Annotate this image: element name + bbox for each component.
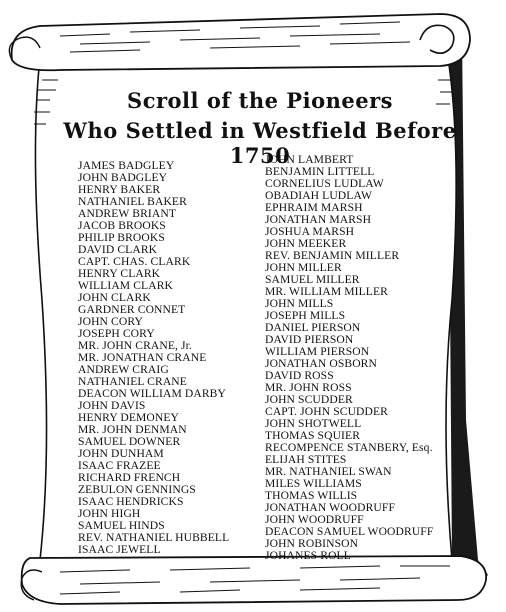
pioneer-name: JOHN ROBINSON (265, 537, 359, 550)
pioneer-name: CAPT. JOHN SCUDDER (265, 405, 389, 418)
pioneer-name: JOHN CLARK (78, 291, 151, 304)
pioneer-name: DEACON WILLIAM DARBY (78, 387, 226, 400)
pioneer-name: JONATHAN MARSH (265, 213, 372, 226)
pioneer-name: JACOB BROOKS (78, 219, 166, 232)
names-column-left (78, 160, 229, 556)
pioneer-name: CORNELIUS LUDLAW (265, 177, 384, 190)
pioneer-name: MR. JOHN CRANE, Jr. (78, 339, 192, 352)
pioneer-name: MR. JOHN ROSS (265, 381, 352, 394)
pioneer-name: SAMUEL DOWNER (78, 435, 181, 448)
pioneer-name: ISAAC JEWELL (78, 543, 161, 556)
pioneer-name: SAMUEL MILLER (265, 273, 360, 286)
pioneer-name: DAVID PIERSON (265, 333, 354, 346)
pioneer-name: JOHN MILLS (265, 297, 334, 310)
pioneer-name: WILLIAM PIERSON (265, 345, 370, 358)
pioneer-name: ISAAC FRAZEE (78, 459, 161, 472)
pioneer-name: OBADIAH LUDLAW (265, 189, 373, 202)
pioneer-name: JONATHAN OSBORN (265, 357, 377, 370)
pioneer-name: MR. JOHN DENMAN (78, 423, 187, 436)
pioneer-name: DANIEL PIERSON (265, 321, 361, 334)
pioneer-name: JOHN WOODRUFF (265, 513, 364, 526)
pioneer-name: HENRY CLARK (78, 267, 161, 280)
pioneer-name: MR. WILLIAM MILLER (265, 285, 388, 298)
names-column-right (265, 154, 433, 562)
pioneer-name: JOHANES ROLL (265, 549, 351, 562)
pioneer-name: JOHN SHOTWELL (265, 417, 362, 430)
pioneer-name: ISAAC HENDRICKS (78, 495, 184, 508)
pioneer-name: NATHANIEL CRANE (78, 375, 187, 388)
pioneer-name: ELIJAH STITES (265, 453, 347, 466)
pioneer-name: REV. BENJAMIN MILLER (265, 249, 400, 262)
pioneer-name: CAPT. CHAS. CLARK (78, 255, 191, 268)
pioneer-name: JAMES BADGLEY (78, 159, 175, 172)
pioneer-name: JOHN LAMBERT (265, 153, 354, 166)
pioneer-name: HENRY BAKER (78, 183, 161, 196)
pioneer-name: WILLIAM CLARK (78, 279, 174, 292)
pioneer-name: ANDREW BRIANT (78, 207, 177, 220)
pioneer-name: REV. NATHANIEL HUBBELL (78, 531, 230, 544)
pioneer-name: RICHARD FRENCH (78, 471, 181, 484)
pioneer-name: THOMAS WILLIS (265, 489, 358, 502)
pioneer-name: JOSEPH CORY (78, 327, 155, 340)
pioneer-name: HENRY DEMONEY (78, 411, 180, 424)
pioneer-name: ANDREW CRAIG (78, 363, 169, 376)
pioneer-name: THOMAS SQUIER (265, 429, 361, 442)
pioneer-name: SAMUEL HINDS (78, 519, 165, 532)
page-title-line-2: Who Settled in Westfield Before 1750 (63, 118, 457, 168)
pioneer-name: JOHN HIGH (78, 507, 141, 520)
pioneer-name: BENJAMIN LITTELL (265, 165, 375, 178)
pioneer-name: ZEBULON GENNINGS (78, 483, 196, 496)
pioneer-name: JOHN MEEKER (265, 237, 347, 250)
pioneer-name: MR. NATHANIEL SWAN (265, 465, 392, 478)
pioneer-name: DAVID CLARK (78, 243, 158, 256)
pioneer-name: JOSEPH MILLS (265, 309, 346, 322)
pioneer-name: JOSHUA MARSH (265, 225, 355, 238)
scroll-bottom-roll (22, 556, 486, 604)
pioneer-name: NATHANIEL BAKER (78, 195, 187, 208)
pioneer-name: JOHN CORY (78, 315, 143, 328)
pioneer-name: EPHRAIM MARSH (265, 201, 363, 214)
pioneer-name: JOHN DUNHAM (78, 447, 164, 460)
page-title-line-1: Scroll of the Pioneers (127, 88, 393, 113)
pioneer-name: JOHN SCUDDER (265, 393, 353, 406)
pioneer-name: DEACON SAMUEL WOODRUFF (265, 525, 434, 538)
pioneer-name: RECOMPENCE STANBERY, Esq. (265, 441, 433, 454)
pioneer-name: JOHN MILLER (265, 261, 342, 274)
pioneer-name: JOHN BADGLEY (78, 171, 168, 184)
pioneer-name: MR. JONATHAN CRANE (78, 351, 207, 364)
pioneer-name: DAVID ROSS (265, 369, 334, 382)
pioneer-name: MILES WILLIAMS (265, 477, 362, 490)
pioneer-name: PHILIP BROOKS (78, 231, 165, 244)
pioneer-name: GARDNER CONNET (78, 303, 186, 316)
pioneer-name: JOHN DAVIS (78, 399, 146, 412)
pioneer-name: JONATHAN WOODRUFF (265, 501, 395, 514)
